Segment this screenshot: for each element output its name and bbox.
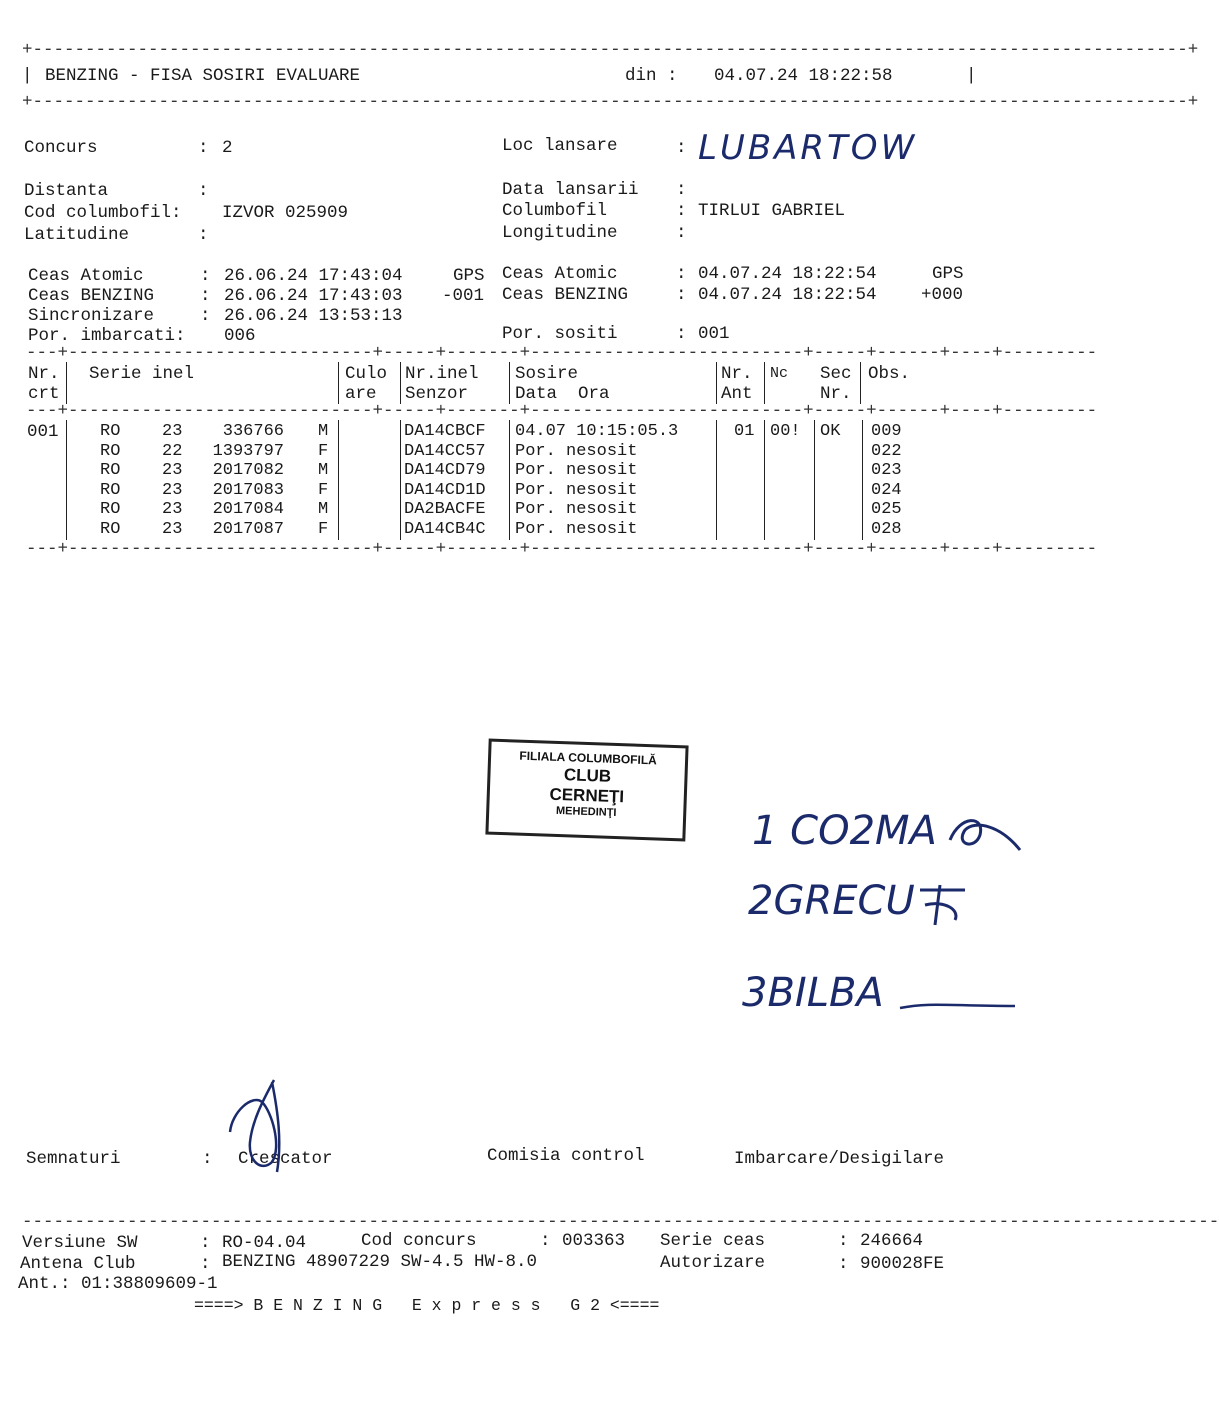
footer-divider: ------------------------------------------------------------------------------------------------------------------	[22, 1212, 1219, 1232]
left-benzing-value: 26.06.24 17:43:03	[224, 286, 403, 306]
autorizare-colon: :	[838, 1254, 849, 1274]
cell-obs: 023	[871, 461, 902, 481]
signature-imbarcare-label: Imbarcare/Desigilare	[734, 1149, 945, 1169]
distanta-label: Distanta	[24, 181, 109, 201]
header-left-bar: |	[22, 66, 33, 86]
cell-nr: 2017083	[212, 480, 284, 500]
th-ant-1: Nr.	[721, 364, 753, 384]
header-right-bar: |	[966, 66, 977, 86]
cell-ant: 01	[734, 422, 755, 441]
data-lansarii-colon: :	[676, 180, 687, 200]
handwritten-rank-3: 3BILBA	[742, 970, 884, 1016]
loc-lansare-colon: :	[676, 138, 687, 158]
cell-sosire: Por. nesosit	[515, 480, 638, 500]
cod-concurs-value: 003363	[562, 1231, 626, 1251]
cell-sosire: Por. nesosit	[515, 520, 638, 539]
table-top-border: ---+-----------------------------+-----+-------+--------------------------+-----+------+----+---------	[26, 343, 1098, 363]
columbofil-label: Columbofil	[502, 201, 608, 221]
table-col-sep-4	[509, 362, 510, 404]
th-culoare-1: Culo	[345, 364, 388, 384]
signatures-colon: :	[202, 1149, 213, 1169]
concurs-value: 2	[222, 138, 233, 158]
cell-tara: RO	[100, 500, 121, 520]
cell-an: 23	[162, 422, 183, 441]
table-body-sep-3	[400, 420, 401, 540]
right-atomic-colon: :	[676, 264, 687, 284]
left-sync-label: Sincronizare	[28, 306, 155, 326]
concurs-colon: :	[198, 138, 209, 158]
right-atomic-value: 04.07.24 18:22:54	[698, 264, 877, 284]
cod-columbofil-value: IZVOR 025909	[222, 203, 349, 223]
autorizare-label: Autorizare	[660, 1253, 766, 1273]
sositi-label: Por. sositi	[502, 324, 618, 344]
versiune-colon: :	[200, 1233, 211, 1253]
cell-an: 23	[162, 461, 183, 481]
cell-senzor: DA14CB4C	[404, 520, 486, 539]
cell-sex: M	[318, 500, 329, 520]
cell-an: 23	[162, 480, 183, 500]
cell-tara: RO	[100, 422, 121, 441]
left-atomic-label: Ceas Atomic	[28, 266, 144, 286]
cell-senzor: DA14CD79	[404, 461, 486, 481]
cod-concurs-label: Cod concurs	[361, 1231, 477, 1251]
handwritten-rank-1: 1 CO2MA	[752, 808, 937, 854]
table-body-sep-6	[764, 420, 765, 540]
cell-sex: M	[318, 461, 329, 481]
table-body-sep-4	[509, 420, 510, 540]
table-crt-value: 001	[27, 422, 59, 442]
cell-nr: 2017082	[212, 461, 284, 481]
left-sync-value: 26.06.24 13:53:13	[224, 306, 403, 326]
table-body-sep-8	[862, 420, 863, 540]
header-bottom-border: +--------------------------------------------------------------------------------------------------------------+	[22, 92, 1199, 112]
table-col-sep-7	[860, 362, 861, 404]
cell-senzor: DA14CBCF	[404, 422, 486, 441]
longitudine-colon: :	[676, 223, 687, 243]
signature-comisia-label: Comisia control	[487, 1146, 645, 1166]
concurs-label: Concurs	[24, 138, 98, 158]
header-date-value: 04.07.24 18:22:58	[714, 66, 893, 86]
serie-ceas-value: 246664	[860, 1231, 924, 1251]
right-atomic-suffix: GPS	[932, 264, 964, 284]
handwritten-signature	[222, 1072, 302, 1182]
th-sec-2: Nr.	[820, 384, 852, 404]
th-crt: crt	[28, 384, 60, 404]
table-bottom-border: ---+-----------------------------+-----+-------+--------------------------+-----+------+----+---------	[26, 539, 1098, 559]
cell-nc: 00!	[770, 422, 801, 441]
th-serie: Serie inel	[89, 364, 195, 384]
stamp-line-2: CLUB	[563, 765, 612, 786]
right-benzing-colon: :	[676, 285, 687, 305]
table-body-sep-7	[814, 420, 815, 540]
autorizare-value: 900028FE	[860, 1254, 945, 1274]
table-header-border: ---+-----------------------------+-----+-------+--------------------------+-----+------+----+---------	[26, 401, 1098, 421]
cell-obs: 009	[871, 422, 902, 441]
th-obs: Obs.	[868, 364, 911, 384]
th-sosire-1: Sosire	[515, 364, 579, 384]
table-col-sep-6	[764, 362, 765, 404]
th-sec-1: Sec	[820, 364, 852, 384]
table-body-sep-1	[66, 420, 67, 540]
table-col-sep-5	[716, 362, 717, 404]
th-ant-2: Ant	[721, 384, 753, 404]
cell-obs: 022	[871, 441, 902, 461]
cell-sex: F	[318, 520, 329, 539]
right-benzing-suffix: +000	[921, 285, 964, 305]
left-atomic-colon: :	[200, 266, 211, 286]
cell-senzor: DA14CD1D	[404, 480, 486, 500]
cell-nr: 2017084	[212, 500, 284, 520]
cell-obs: 025	[871, 500, 902, 520]
latitudine-label: Latitudine	[24, 225, 130, 245]
handwritten-squiggle-2	[915, 880, 975, 930]
th-nc: Nc	[770, 365, 789, 382]
cell-an: 23	[162, 500, 183, 520]
cell-tara: RO	[100, 441, 121, 461]
th-senzor-2: Senzor	[405, 384, 469, 404]
handwritten-underline-3	[900, 1000, 1020, 1020]
th-culoare-2: are	[345, 384, 377, 404]
cell-sosire: Por. nesosit	[515, 461, 638, 481]
cell-sex: F	[318, 441, 329, 461]
sositi-value: 001	[698, 324, 730, 344]
cell-an: 23	[162, 520, 183, 539]
cell-an: 22	[162, 441, 183, 461]
table-body-sep-5	[716, 420, 717, 540]
cell-sosire: Por. nesosit	[515, 441, 638, 461]
left-sync-colon: :	[200, 306, 211, 326]
club-stamp	[485, 739, 688, 842]
cell-senzor: DA2BACFE	[404, 500, 486, 520]
stamp-line-1: FILIALA COLUMBOFILĂ	[519, 748, 658, 768]
antena-value: BENZING 48907229 SW-4.5 HW-8.0	[222, 1252, 538, 1272]
cell-tara: RO	[100, 480, 121, 500]
sositi-colon: :	[676, 324, 687, 344]
cell-sex: M	[318, 422, 329, 441]
right-atomic-label: Ceas Atomic	[502, 264, 618, 284]
cell-nr: 336766	[222, 422, 284, 441]
header-date-label: din :	[625, 66, 678, 86]
right-benzing-value: 04.07.24 18:22:54	[698, 285, 877, 305]
cod-concurs-colon: :	[540, 1231, 551, 1251]
th-nr: Nr.	[28, 364, 60, 384]
loc-lansare-handwritten: LUBARTOW	[698, 128, 918, 168]
handwritten-squiggle-1	[945, 810, 1025, 860]
left-atomic-suffix: GPS	[453, 266, 485, 286]
signatures-label: Semnaturi	[26, 1149, 121, 1169]
cell-sex: F	[318, 480, 329, 500]
cell-nr: 2017087	[212, 520, 284, 539]
cell-sosire: 04.07 10:15:05.3	[515, 422, 679, 441]
table-col-sep-1	[66, 362, 67, 404]
header-title: BENZING - FISA SOSIRI EVALUARE	[45, 66, 361, 86]
th-senzor-1: Nr.inel	[405, 364, 479, 384]
serie-ceas-colon: :	[838, 1231, 849, 1251]
distanta-colon: :	[198, 181, 209, 201]
header-top-border: +--------------------------------------------------------------------------------------------------------------+	[22, 40, 1199, 60]
ant-line: Ant.: 01:38809609-1	[18, 1274, 218, 1294]
cell-tara: RO	[100, 461, 121, 481]
cod-columbofil-label: Cod columbofil:	[24, 203, 182, 223]
imbarcati-label: Por. imbarcati:	[28, 326, 186, 346]
loc-lansare-label: Loc lansare	[502, 136, 618, 156]
columbofil-colon: :	[676, 201, 687, 221]
left-benzing-label: Ceas BENZING	[28, 286, 155, 306]
cell-senzor: DA14CC57	[404, 441, 486, 461]
cell-sec: OK	[820, 422, 841, 441]
left-atomic-value: 26.06.24 17:43:04	[224, 266, 403, 286]
stamp-line-4: MEHEDINŢI	[555, 804, 617, 820]
cell-tara: RO	[100, 520, 121, 539]
cell-sosire: Por. nesosit	[515, 500, 638, 520]
handwritten-rank-2: 2GRECU	[748, 878, 915, 924]
versiune-label: Versiune SW	[22, 1233, 138, 1253]
th-sosire-2: Data Ora	[515, 384, 610, 404]
stamp-line-3: CERNEŢI	[549, 784, 625, 807]
table-body-sep-2	[338, 420, 339, 540]
cell-nr: 1393797	[212, 441, 284, 461]
cell-obs: 024	[871, 480, 902, 500]
imbarcati-value: 006	[224, 326, 256, 346]
table-col-sep-3	[400, 362, 401, 404]
signature-crescator-label: Crescator	[238, 1149, 333, 1169]
right-benzing-label: Ceas BENZING	[502, 285, 629, 305]
longitudine-label: Longitudine	[502, 223, 618, 243]
serie-ceas-label: Serie ceas	[660, 1231, 766, 1251]
data-lansarii-label: Data lansarii	[502, 180, 639, 200]
table-col-sep-2	[338, 362, 339, 404]
brand-line: ====> B E N Z I N G E x p r e s s G 2 <====	[194, 1296, 660, 1315]
cell-obs: 028	[871, 520, 902, 539]
left-benzing-colon: :	[200, 286, 211, 306]
columbofil-value: TIRLUI GABRIEL	[698, 201, 846, 221]
versiune-value: RO-04.04	[222, 1233, 307, 1253]
left-benzing-suffix: -001	[442, 286, 485, 306]
latitudine-colon: :	[198, 225, 209, 245]
antena-label: Antena Club	[20, 1254, 136, 1274]
antena-colon: :	[200, 1254, 211, 1274]
